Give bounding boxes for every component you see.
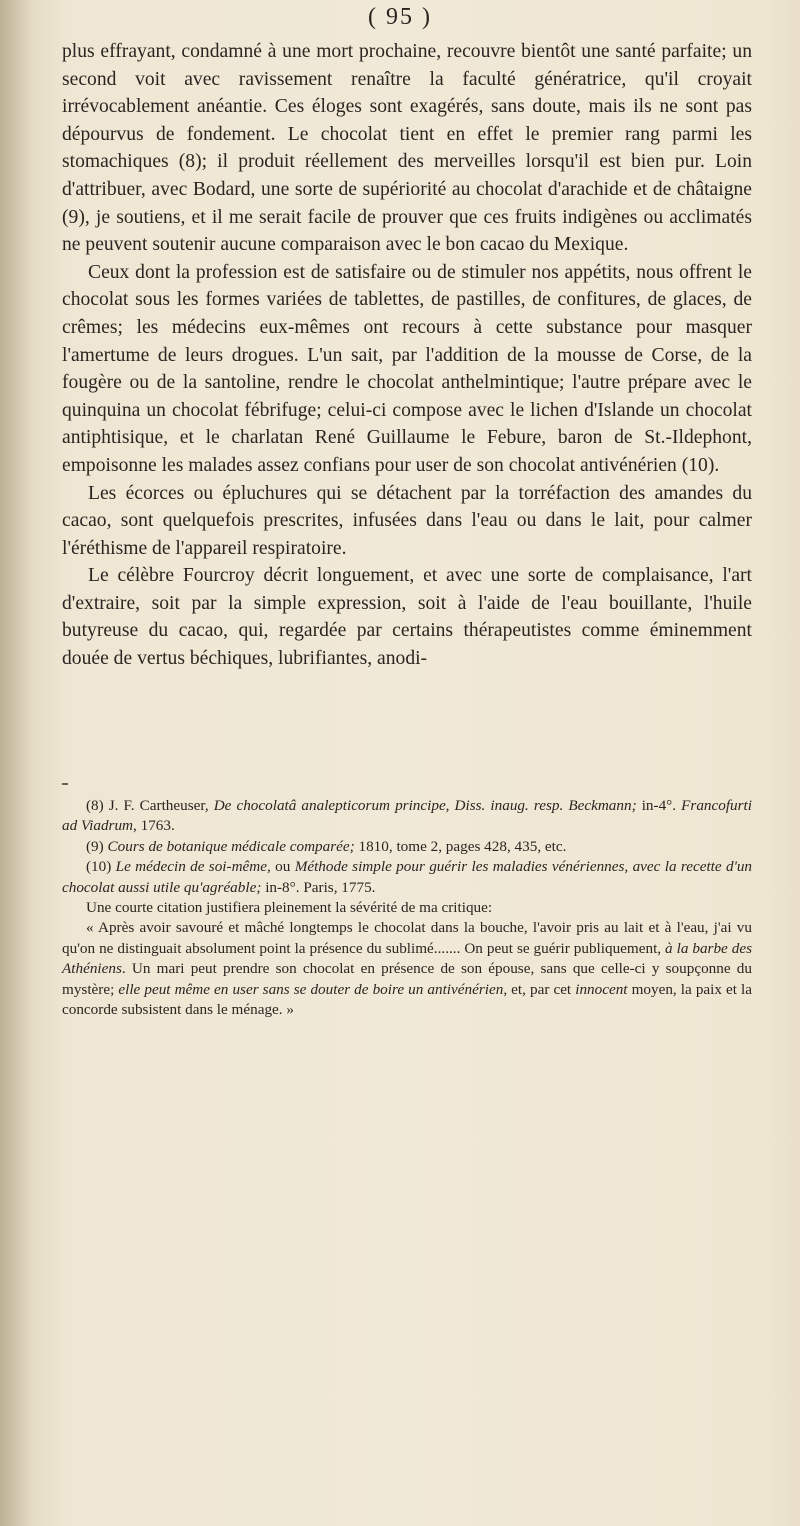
- main-text: [62, 38, 752, 673]
- footnote-10: [62, 857, 752, 898]
- footnotes: [62, 796, 752, 1020]
- page-number: ( 95 ): [368, 4, 432, 30]
- footnote-10-title: Le médecin de soi-même: [115, 858, 268, 876]
- footnote-8-year: , 1763.: [133, 817, 175, 835]
- footnote-9-number: (9): [86, 837, 108, 855]
- footnote-10-details: in-8°. Paris, 1775.: [261, 878, 376, 896]
- footnote-critique: Une courte citation justifiera pleinement la sévérité de ma critique:: [86, 899, 493, 917]
- footnote-10-number: (10): [86, 858, 116, 876]
- quotation-italic-1: à la barbe des Athéniens: [62, 939, 752, 978]
- binding-shadow: [0, 0, 34, 1526]
- quotation-part-1: « Après avoir savouré et mâché longtemps le chocolat dans la bouche, l'avoir pris au lait et à l'eau, j'ai vu qu'on ne distinguait absolument point la présence du sublimé....... On peut se guérir publiquement,: [62, 919, 752, 957]
- footnote-9: [62, 837, 752, 857]
- footnote-8-author: (8) J. F. Cartheuser,: [86, 797, 214, 814]
- paragraph-4: Le célèbre Fourcroy décrit longuement, et avec une sorte de complaisance, l'art d'extraire, soit par la simple expression, soit à l'aide de l'eau bouillante, l'huile butyreuse du cacao, qui, regardée par certains thérapeutistes comme éminemment douée de vertus béchiques, lubrifiantes, anodi-: [62, 565, 752, 670]
- quotation-part-4: moyen, la paix et la concorde subsistent dans le ménage. »: [62, 980, 753, 1019]
- paragraph-2: Ceux dont la profession est de satisfaire ou de stimuler nos appétits, nous offrent le chocolat sous les formes variées de tablettes, de pastilles, de confitures, de glaces, de crêmes; les médecins eux-mêmes ont recours à cette substance pour masquer l'amertume de leurs drogues. L'un sait, par l'addition de la mousse de Corse, de la fougère ou de la santoline, rendre le chocolat anthelmintique; l'autre prépare avec le quinquina un chocolat fébrifuge; celui-ci compose avec le lichen d'Islande un chocolat antiphtisique, et le charlatan René Guillaume le Febure, baron de St.-Ildephont, empoisonne les malades assez confians pour user de son chocolat antivénérien (10).: [62, 261, 752, 476]
- paragraph-1: plus effrayant, condamné à une mort prochaine, recouvre bientôt une santé parfaite; un second voit avec ravissement renaître la faculté génératrice, qu'il croyait irrévocablement anéantie. Ces éloges sont exagérés, sans doute, mais ils ne sont pas dépourvus de fondement. Le chocolat tient en effet le premier rang parmi les stomachiques (8); il produit réellement des merveilles lorsqu'il est bien pur. Loin d'attribuer, avec Bodard, une sorte de supériorité au chocolat d'arachide et de châtaigne (9), je soutiens, et il me serait facile de prouver que ces fruits indigènes ou acclimatés ne peuvent soutenir aucune comparaison avec le bon cacao du Mexique.: [62, 41, 752, 256]
- footnote-8: [62, 796, 752, 837]
- footnote-8-place: Francofurti ad Viadrum: [62, 797, 752, 835]
- footnote-separator: [62, 783, 68, 785]
- footnote-9-title: Cours de botanique médicale comparée;: [107, 837, 355, 855]
- footnote-10-connector: , ou: [267, 858, 295, 876]
- footnote-9-details: 1810, tome 2, pages 428, 435, etc.: [354, 837, 567, 855]
- footnote-8-format: in-4°.: [636, 797, 682, 814]
- footnote-10-subtitle: Méthode simple pour guérir les maladies vénériennes, avec la recette d'un chocolat aussi utile qu'agréable;: [62, 858, 753, 896]
- quotation-italic-2: elle peut même en user sans se douter de boire un antivénérien: [118, 980, 504, 998]
- quotation-part-3: , et, par cet: [503, 980, 576, 998]
- footnote-8-title: De chocolatâ analepticorum principe, Diss. inaug. resp. Beckmann;: [213, 797, 637, 814]
- paragraph-3: Les écorces ou épluchures qui se détachent par la torréfaction des amandes du cacao, sont quelquefois prescrites, infusées dans l'eau ou dans le lait, pour calmer l'éréthisme de l'appareil respiratoire.: [62, 482, 752, 559]
- footnote-quotation: [62, 918, 752, 1020]
- quotation-italic-3: innocent: [575, 980, 628, 998]
- quotation-part-2: . Un mari peut prendre son chocolat en présence de son épouse, sans que celle-ci y soupçonne du mystère;: [62, 960, 752, 998]
